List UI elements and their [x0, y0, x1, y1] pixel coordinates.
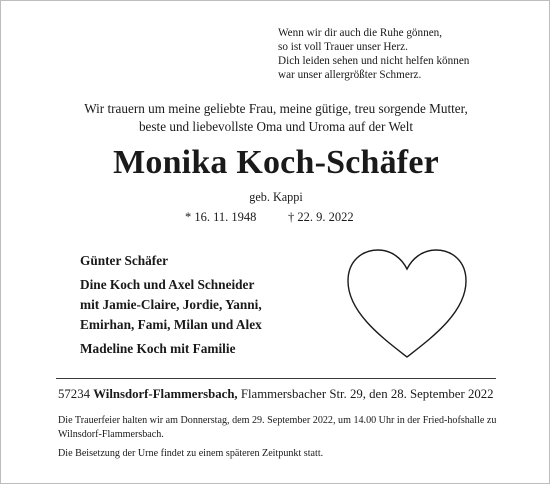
poem-line: so ist voll Trauer unser Herz.	[278, 41, 408, 53]
address-line	[58, 387, 494, 402]
birth-date: * 16. 11. 1948	[185, 210, 257, 224]
mourner-group	[80, 275, 262, 335]
maiden-name: geb. Kappi	[249, 190, 303, 204]
mourner-line: Dine Koch und Axel Schneider	[80, 277, 255, 292]
mourner-line: Emirhan, Fami, Milan und Alex	[80, 317, 262, 332]
poem-line: Wenn wir dir auch die Ruhe gönnen,	[278, 27, 443, 39]
intro-line: Wir trauern um meine geliebte Frau, meine gütige, treu sorgende Mutter,	[84, 101, 468, 116]
heart-outline	[348, 250, 466, 357]
heart-icon	[344, 247, 470, 363]
divider	[56, 378, 496, 379]
intro-line: beste und liebevollste Oma und Uroma auf der Welt	[138, 119, 414, 134]
mourners-list	[80, 251, 262, 363]
mourner-line: Madeline Koch mit Familie	[80, 341, 236, 356]
funeral-notes	[58, 414, 498, 466]
death-date: † 22. 9. 2022	[288, 210, 354, 224]
street-date: Flammersbacher Str. 29, den 28. September 2022	[240, 387, 494, 401]
poem	[278, 26, 528, 82]
intro-text	[1, 100, 550, 136]
funeral-note: Die Beisetzung der Urne findet zu einem späteren Zeitpunkt statt.	[58, 448, 324, 459]
funeral-note: Die Trauerfeier halten wir am Donnerstag, dem 29. September 2022, um 14.00 Uhr in der Fried-hofshalle zu Wilnsdorf-Flammersbach.	[58, 415, 497, 440]
postcode: 57234	[58, 387, 90, 401]
town: Wilnsdorf-Flammersbach,	[93, 387, 238, 401]
deceased-name: Monika Koch-Schäfer	[113, 144, 439, 181]
poem-line: war unser allergrößter Schmerz.	[278, 69, 422, 81]
mourner-line: mit Jamie-Claire, Jordie, Yanni,	[80, 297, 262, 312]
poem-line: Dich leiden sehen und nicht helfen können	[278, 55, 470, 67]
mourner-line: Günter Schäfer	[80, 253, 169, 268]
mourner-group	[80, 251, 262, 271]
mourner-group	[80, 339, 262, 359]
